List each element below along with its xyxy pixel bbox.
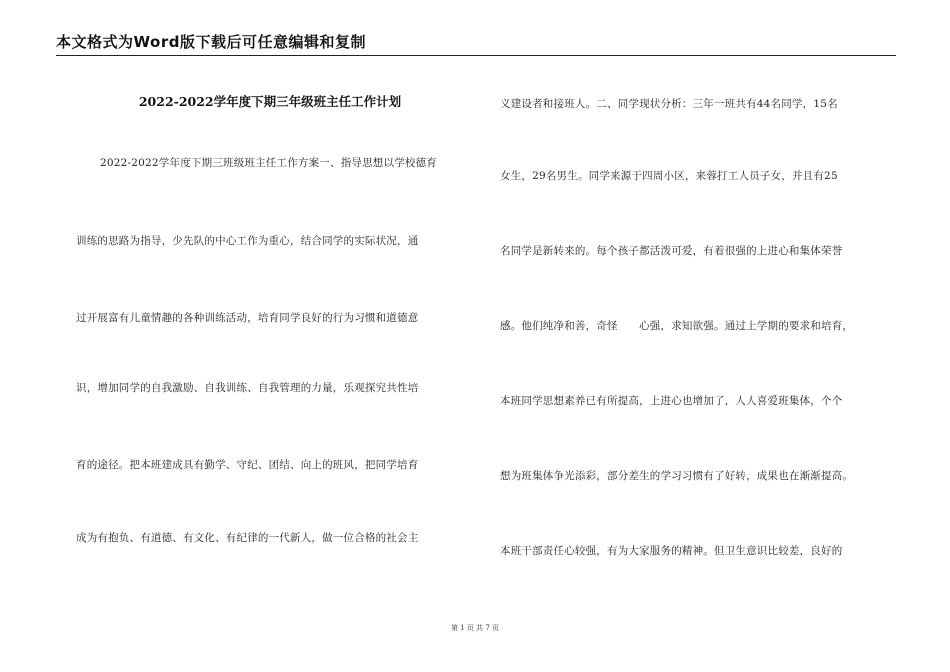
paragraph-line: 育的途径。把本班建成具有勤学、守纪、团结、向上的班风，把同学培育 — [76, 459, 419, 471]
page-number: 第 1 页 共 7 页 — [450, 624, 500, 632]
paragraph-line: 名同学是新转来的。每个孩子都活泼可爱，有着很强的上进心和集体荣誉 — [500, 245, 843, 257]
paragraph-line: 想为班集体争光添彩，部分差生的学习习惯有了好转，成果也在渐渐提高。 — [500, 470, 854, 482]
document-title: 2022-2022学年度下期三年级班主任工作计划 — [138, 94, 402, 109]
download-banner-text: 本文格式为Word版下载后可任意编辑和复制 — [56, 33, 366, 51]
paragraph-line: 2022-2022学年度下期三班级班主任工作方案一、指导思想以学校德育 — [100, 157, 437, 169]
paragraph-line: 训练的思路为指导，少先队的中心工作为重心，结合同学的实际状况，通 — [76, 235, 419, 247]
paragraph-line: 识，增加同学的自我激励、自我训练、自我管理的力量，乐观探究共性培 — [76, 382, 419, 394]
paragraph-line: 本班干部责任心较强，有为大家服务的精神。但卫生意识比较差，良好的 — [500, 545, 843, 557]
paragraph-line: 义建设者和接班人。二、同学现状分析：三年一班共有44名同学，15名 — [500, 98, 838, 110]
paragraph-line: 成为有抱负、有道德、有文化、有纪律的一代新人，做一位合格的社会主 — [76, 532, 419, 544]
paragraph-line: 感。他们纯净和善，奇怪 心强，求知欲强。通过上学期的要求和培育， — [500, 320, 854, 332]
paragraph-line: 过开展富有儿童情趣的各种训练活动，培育同学良好的行为习惯和道德意 — [76, 312, 419, 324]
banner-divider — [56, 55, 896, 56]
paragraph-line: 本班同学思想素养已有所提高，上进心也增加了，人人喜爱班集体，个个 — [500, 395, 843, 407]
paragraph-line: 女生，29名男生。同学来源于四周小区，来蓉打工人员子女，并且有25 — [500, 170, 838, 182]
